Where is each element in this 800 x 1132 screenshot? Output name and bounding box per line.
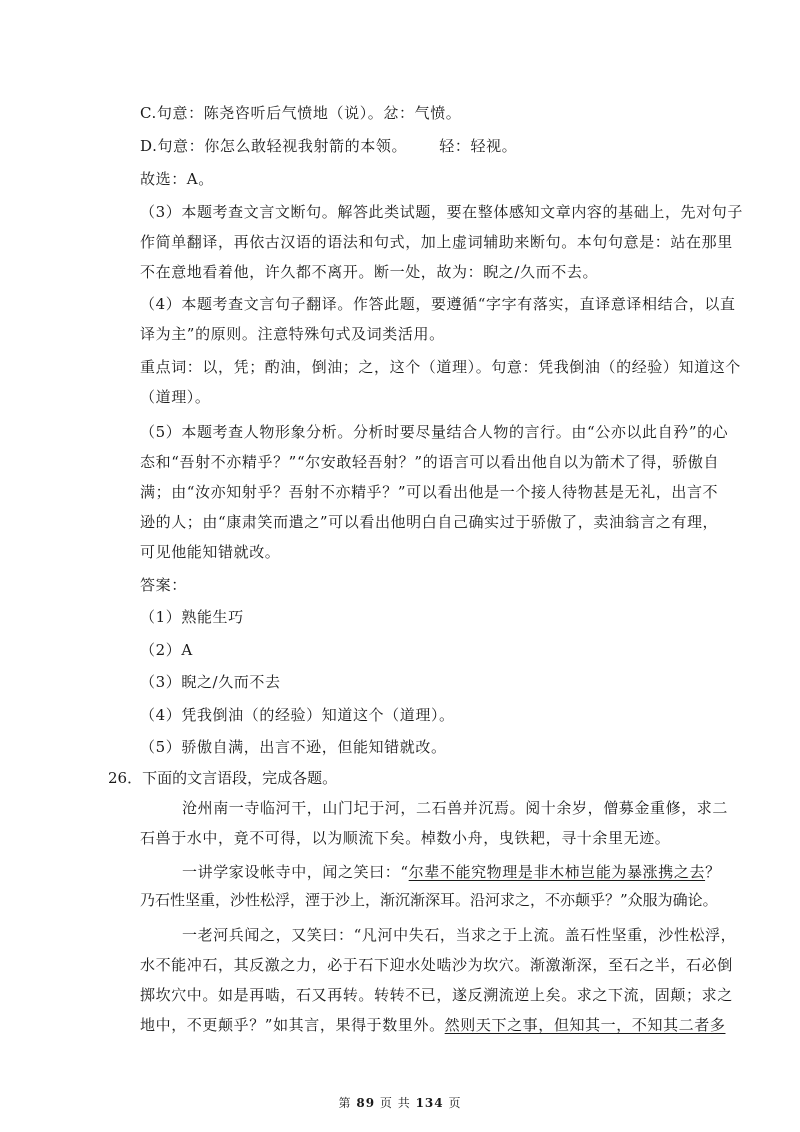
- p3-line: （3）本题考查文言文断句。解答此类试题，要在整体感知文章内容的基础上，先对句子: [140, 203, 743, 221]
- footer-middle: 页 共: [379, 1096, 411, 1110]
- p5-line: 逊的人；由“康肃笑而遣之”可以看出他明白自己确实过于骄傲了，卖油翁言之有理，: [140, 513, 719, 531]
- p5-line: （5）本题考查人物形象分析。分析时要尽量结合人物的言行。由“公亦以此自矜”的心: [140, 423, 729, 441]
- passage-para3-line: 掷坎穴中。如是再啮，石又再转。转转不已，遂反溯流逆上矣。求之下流，固颠；求之: [140, 986, 733, 1004]
- passage-text: 地中，不更颠乎？”如其言，果得于数里外。: [140, 1016, 445, 1034]
- choice-line: 故选：A。: [140, 170, 214, 188]
- passage-para2-line: 乃石性坚重，沙性松浮，湮于沙上，渐沉渐深耳。沿河求之，不亦颠乎？”众服为确论。: [140, 891, 718, 909]
- answer-item: （1）熟能生巧: [140, 608, 244, 626]
- key-words-line: 重点词：以，凭；酌油，倒油；之，这个（道理）。句意：凭我倒油（的经验）知道这个: [140, 358, 741, 376]
- passage-para1-line: 石兽于水中，竟不可得，以为顺流下矣。棹数小舟，曳铁耙，寻十余里无迹。: [140, 829, 671, 847]
- answer-item: （2）A: [140, 641, 193, 659]
- answer-item: （5）骄傲自满，出言不逊，但能知错就改。: [140, 738, 447, 756]
- passage-para3-line: 水不能冲石，其反激之力，必于石下迎水处啮沙为坎穴。渐激渐深，至石之半，石必倒: [140, 956, 733, 974]
- passage-text: 一讲学家设帐寺中，闻之笑曰：“: [182, 863, 409, 881]
- p4-line: （4）本题考查文言句子翻译。作答此题，要遵循“字字有落实，直译意译相结合，以直: [140, 295, 736, 313]
- option-d-line: D.句意：你怎么敢轻视我射箭的本领。 轻：轻视。: [140, 137, 518, 155]
- answer-item: （4）凭我倒油（的经验）知道这个（道理）。: [140, 706, 455, 724]
- p5-line: 态和“吾射不亦精乎？”“尔安敢轻吾射？”的语言可以看出他自以为箭术了得，骄傲自: [140, 453, 720, 471]
- option-c-line: C.句意：陈尧咨听后气愤地（说）。忿：气愤。: [140, 104, 462, 122]
- p3-line: 不在意地看着他，许久都不离开。断一处，故为：睨之/久而不去。: [140, 263, 599, 281]
- p5-line: 可见他能知错就改。: [140, 543, 281, 561]
- passage-para1-line: 沧州南一寺临河干，山门圮于河，二石兽并沉焉。阅十余岁，僧募金重修，求二: [182, 799, 729, 817]
- answer-item: （3）睨之/久而不去: [140, 673, 281, 691]
- p5-line: 满；由“汝亦知射乎？吾射不亦精乎？”可以看出他是一个接人待物甚是无礼，出言不: [140, 483, 719, 501]
- footer-prefix: 第: [338, 1096, 352, 1110]
- footer-suffix: 页: [448, 1096, 462, 1110]
- answers-label: 答案：: [140, 576, 187, 594]
- p4-line: 译为主”的原则。注意特殊句式及词类活用。: [140, 325, 445, 343]
- question-26-heading: 26．下面的文言语段，完成各题。: [108, 769, 338, 787]
- page-footer: [0, 1094, 800, 1111]
- underlined-sentence: 尔辈不能究物理是非木柿岂能为暴涨携之去: [408, 863, 706, 881]
- p3-line: 作简单翻译，再依古汉语的语法和句式，加上虚词辅助来断句。本句句意是：站在那里: [140, 233, 733, 251]
- page-number: 89: [356, 1096, 376, 1110]
- passage-para3-line: [140, 1015, 726, 1035]
- passage-para2-line: [182, 862, 721, 882]
- passage-text: ？: [705, 863, 721, 881]
- passage-para3-line: 一老河兵闻之，又笑曰：“凡河中失石，当求之于上流。盖石性坚重，沙性松浮，: [182, 926, 737, 944]
- underlined-sentence: 然则天下之事，但知其一，不知其二者多: [444, 1016, 726, 1034]
- key-words-line: （道理）。: [140, 388, 211, 406]
- page-total: 134: [415, 1096, 444, 1110]
